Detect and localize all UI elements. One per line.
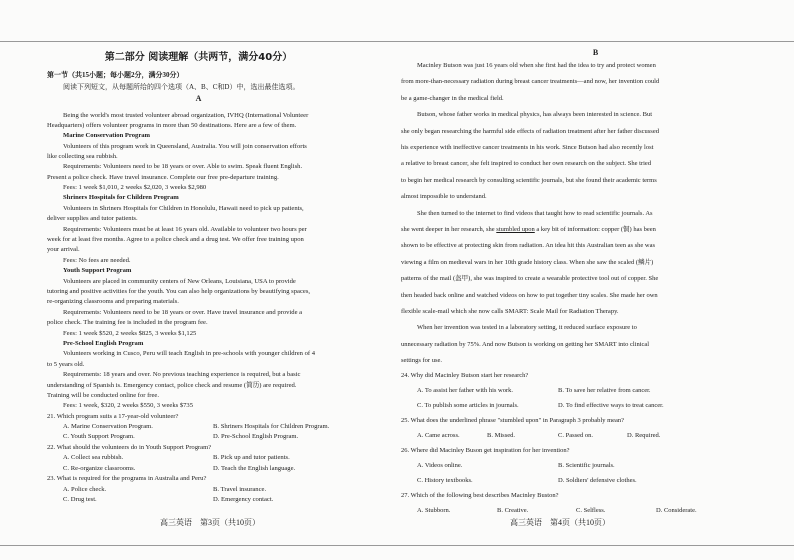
text-line: Requirements: Volunteers need to be 18 years or over. Able to swim. Speak fluent English. (63, 163, 303, 170)
text-line: viewing a film on medieval wars in her 10th grade history class. When she saw the scaled (鳞片) (401, 259, 654, 266)
answer-option[interactable]: B. Shriners Hospitals for Children Program. (213, 423, 330, 430)
text-line: like collecting sea rubbish. (47, 153, 118, 160)
answer-option[interactable]: C. To publish some articles in journals. (417, 402, 519, 409)
answer-option[interactable]: D. Emergency contact. (213, 496, 274, 503)
text-line: flexible scale-mail which she now calls SMART: Scale Mail for Radiation Therapy. (401, 308, 619, 315)
answer-option[interactable]: B. Travel insurance. (213, 486, 267, 493)
answer-option[interactable]: B. Missed. (487, 432, 515, 439)
text-line: shown to be effective at protecting skin from radiation. An idea hit this Australian teen as she was (401, 242, 656, 249)
answer-option[interactable]: A. To assist her father with his work. (417, 387, 514, 394)
answer-option[interactable]: B. Creative. (497, 507, 529, 514)
text-line: She then turned to the internet to find videos that taught how to read scientific journals. As (417, 210, 653, 217)
question-stem: 25. What does the underlined phrase "stumbled upon" in Paragraph 3 probably mean? (401, 417, 625, 424)
question-stem: 26. Where did Macinley Buson get inspiration for her invention? (401, 447, 570, 454)
text-line: Present a police check. Have travel insurance. Complete our free pre-departure training. (47, 174, 279, 181)
text-line: she only began researching the harmful side effects of radiation treatment after her father discussed (401, 128, 659, 135)
answer-option[interactable]: A. Police check. (63, 486, 107, 493)
text-line: When her invention was tested in a laboratory setting, it reduced surface exposure to (417, 324, 637, 331)
program-heading: Youth Support Program (63, 267, 132, 274)
text-line: then headed back online and watched videos on how to put together tiny scales. She made her own (401, 292, 658, 299)
text-line: your arrival. (47, 246, 80, 253)
text-line: a relative to breast cancer, she felt inspired to conduct her own research on the subject. She tried (401, 160, 652, 167)
bottom-rule (0, 545, 397, 546)
text-line: Being the world's most trusted volunteer abroad organization, IVHQ (International Volunteer (63, 112, 309, 119)
answer-option[interactable]: A. Stubborn. (417, 507, 451, 514)
answer-option[interactable]: D. Soldiers' defensive clothes. (558, 477, 637, 484)
text-line: Volunteers are placed in community centers of New Orleans, Louisiana, USA to provide (63, 278, 296, 285)
answer-option[interactable]: D. Required. (627, 432, 661, 439)
text-line: Volunteers of this program work in Queensland, Australia. You will join conservation efforts (63, 143, 307, 150)
section1-title: 第一节（共15小题；每小题2分，满分30分） (47, 71, 184, 79)
text-line: understanding of Spanish is. Emergency contact, police check and resume (简历) are required. (47, 382, 297, 389)
answer-option[interactable]: A. Came across. (417, 432, 460, 439)
question-stem: 21. Which program suits a 17-year-old volunteer? (47, 413, 179, 420)
text-line: she went deeper in her research, she stumbled upon a key bit of information: copper (铜) has been (401, 226, 656, 233)
text-line: Training will be conducted online for free. (47, 392, 160, 399)
question-stem: 23. What is required for the programs in Australia and Peru? (47, 475, 207, 482)
answer-option[interactable]: C. Selfless. (576, 507, 606, 514)
answer-option[interactable]: C. Passed on. (558, 432, 594, 439)
bottom-rule (397, 545, 794, 546)
answer-option[interactable]: D. Considerate. (656, 507, 697, 514)
answer-option[interactable]: B. Scientific journals. (558, 462, 615, 469)
text-line: unnecessary radiation by 75%. And now Butson is working on getting her SMART into clinical (401, 341, 650, 348)
answer-option[interactable]: C. History textbooks. (417, 477, 473, 484)
text-line: Requirements: Volunteers need to be 18 years or over. Have travel insurance and provide a (63, 309, 303, 316)
page-footer: 高三英语 第4页（共10页） (510, 518, 610, 527)
passage-letter: B (592, 48, 599, 57)
text-line: Headquarters) offers volunteer programs in more than 50 destinations. Here are a few of them. (47, 122, 297, 129)
answer-option[interactable]: C. Youth Support Program. (63, 433, 135, 440)
text-line: Fees: 1 week, $320, 2 weeks $550, 3 weeks $735 (63, 402, 194, 409)
underlined-phrase: stumbled upon (496, 226, 535, 233)
question-stem: 22. What should the volunteers do in Youth Support Program? (47, 444, 212, 451)
section-title: 第二部分 阅读理解（共两节，满分40分） (104, 52, 293, 63)
answer-option[interactable]: A. Marine Conservation Program. (63, 423, 153, 430)
text-line: to begin her medical research by consulting scientific journals, but she found their academic terms (401, 177, 657, 184)
text-line: to 5 years old. (47, 361, 85, 368)
text-line: Volunteers in Shriners Hospitals for Children in Honolulu, Hawaii need to pick up patients, (63, 205, 304, 212)
text-line: Requirements: Volunteers must be at least 16 years old. Available to volunteer two hours per (63, 226, 307, 233)
text-line: patterns of the mail (盔甲), she was inspired to create a wearable protective tool out of copper. She (401, 275, 659, 282)
answer-option[interactable]: A. Videos online. (417, 462, 463, 469)
top-rule (0, 41, 397, 42)
answer-option[interactable]: A. Collect sea rubbish. (63, 454, 124, 461)
text-line: Volunteers working in Cusco, Peru will teach English in pre-schools with younger children of 4 (63, 350, 316, 357)
text-line: Requirements: 18 years and over. No previous teaching experience is required, but a basic (63, 371, 301, 378)
answer-option[interactable]: C. Drug test. (63, 496, 97, 503)
text-line: police check. The training fee is included in the program fee. (47, 319, 208, 326)
answer-option[interactable]: D. Pre-School English Program. (213, 433, 299, 440)
answer-option[interactable]: D. To find effective ways to treat cancer. (558, 402, 664, 409)
text-line: Macinley Butson was just 16 years old when she first had the idea to try and protect women (417, 62, 656, 69)
answer-option[interactable]: D. Teach the English language. (213, 465, 296, 472)
right-page (397, 0, 794, 560)
text-line: Fees: 1 week $520, 2 weeks $825, 3 weeks $1,125 (63, 330, 197, 337)
text-line: re-organizing classrooms and preparing materials. (47, 298, 179, 305)
text-line: settings for use. (401, 357, 442, 364)
text-line: from more-than-necessary radiation during breast cancer treatments—and now, her invention could (401, 78, 660, 85)
text-line: tutoring and positive activities for the youth. You can also help organizations by beautifying spaces, (47, 288, 311, 295)
text-line: almost impossible to understand. (401, 193, 487, 200)
text-line: be a game-changer in the medical field. (401, 95, 504, 102)
text-line: Fees: No fees are needed. (63, 257, 131, 264)
question-stem: 24. Why did Macinley Butson start her research? (401, 372, 529, 379)
text-line: deliver supplies and tutor patients. (47, 215, 138, 222)
answer-option[interactable]: B. Pick up and tutor patients. (213, 454, 290, 461)
text-line: his experience with ineffective cancer treatments in his work. Since Butson had also recently lost (401, 144, 654, 151)
program-heading: Pre-School English Program (63, 340, 144, 347)
text-line: week for at least five months. Agree to a police check and a drug test. We offer free training upon (47, 236, 304, 243)
page-footer: 高三英语 第3页（共10页） (160, 518, 260, 527)
passage-letter: A (195, 94, 202, 103)
instructions: 阅读下列短文，从每题所给的四个选项（A、B、C和D）中，选出最佳选项。 (63, 83, 300, 91)
top-rule (397, 41, 794, 42)
answer-option[interactable]: C. Re-organize classrooms. (63, 465, 136, 472)
question-stem: 27. Which of the following best describes Macinley Buston? (401, 492, 559, 499)
program-heading: Marine Conservation Program (63, 132, 151, 139)
text-line: Butson, whose father works in medical physics, has always been interested in science. But (417, 111, 653, 118)
program-heading: Shriners Hospitals for Children Program (63, 194, 179, 201)
answer-option[interactable]: B. To save her relative from cancer. (558, 387, 651, 394)
text-line: Fees: 1 week $1,010, 2 weeks $2,020, 3 weeks $2,980 (63, 184, 207, 191)
